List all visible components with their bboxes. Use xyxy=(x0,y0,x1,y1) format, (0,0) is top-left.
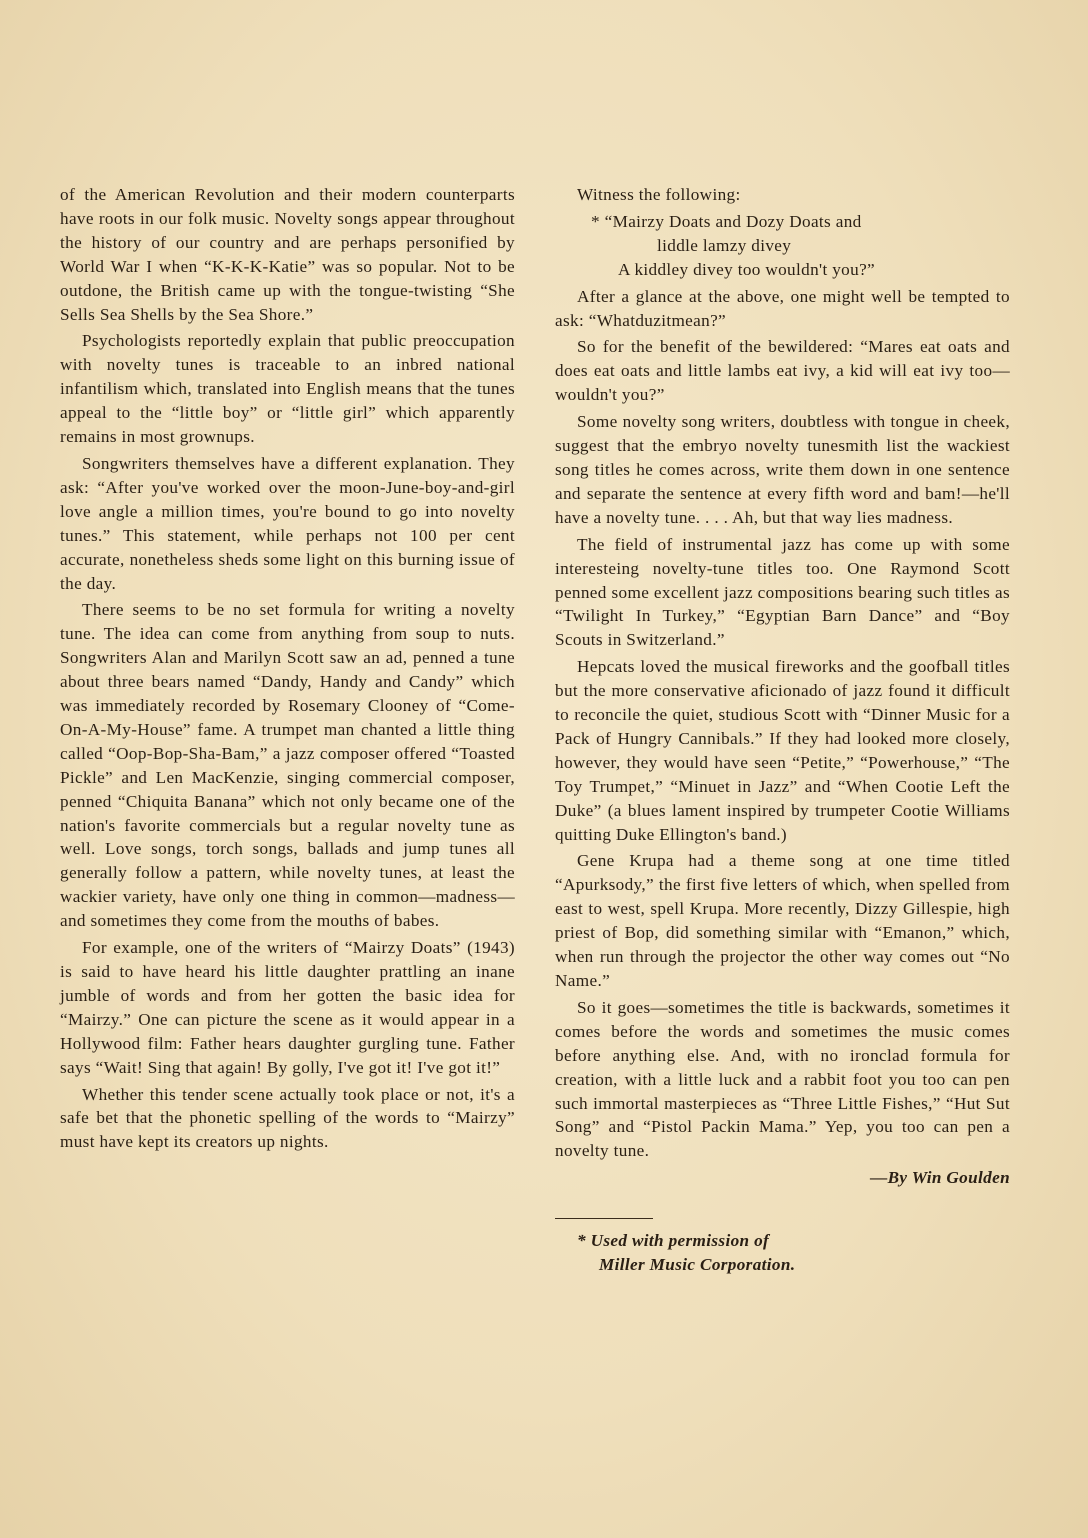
paragraph: After a glance at the above, one might well be tempted to ask: “Whatduzitmean?” xyxy=(555,286,1010,330)
verse-line: A kiddley divey too wouldn't you?” xyxy=(618,259,876,279)
paragraph: of the American Revolution and their modern counterparts have roots in our folk music. Novelty songs appear throughout the history of our country and are perhaps personified by World War I when “K-K-K-Katie” was so popular. Not to be outdone, the British came up with the tongue-twisting “She Sells Sea Shells by the Sea Shore.” xyxy=(60,185,515,324)
author-byline: —By Win Goulden xyxy=(870,1168,1010,1188)
verse-intro: Witness the following: xyxy=(577,185,741,204)
paragraph: Songwriters themselves have a different explanation. They ask: “After you've worked over the moon-June-boy-and-girl love angle a million times, you're bound to go into novelty tunes.” This statement, while perhaps not 100 per cent accurate, nonetheless sheds some light on this burning issue of the day. xyxy=(60,453,515,593)
paragraph: For example, one of the writers of “Mairzy Doats” (1943) is said to have heard his little daughter prattling an inane jumble of words and from her gotten the basic idea for “Mairzy.” One can picture the scene as it would appear in a Hollywood film: Father hears daughter gurgling tune. Father says “Wait! Sing that again! By golly, I've got it! I've got it!” xyxy=(60,938,515,1077)
paragraph: Hepcats loved the musical fireworks and the goofball titles but the more conservative aficionado of jazz found it difficult to reconcile the quiet, studious Scott with “Dinner Music for a Pack of Hungry Cannibals.” If they had looked more closely, however, they would have seen “Petite,” “Powerhouse,” “The Toy Trumpet,” “Minuet in Jazz” and “When Cootie Left the Duke” (a blues lament inspired by trumpeter Cootie Williams quitting Duke Ellington's band.) xyxy=(555,657,1010,844)
verse-line: liddle lamzy divey xyxy=(657,235,792,255)
footnote-line: * Used with permission of xyxy=(577,1231,770,1251)
left-column xyxy=(60,183,515,1157)
paragraph: Some novelty song writers, doubtless with tongue in cheek, suggest that the embryo novelty tunesmith list the wackiest song titles he comes across, write them down in one sentence and separate the sentence at every fifth word and bam!—he'll have a novelty tune. . . . Ah, but that way lies madness. xyxy=(555,412,1010,527)
paragraph: Gene Krupa had a theme song at one time titled “Apurksody,” the first five letters of which, when spelled from east to west, spell Krupa. More recently, Dizzy Gillespie, high priest of Bop, did something similar with “Emanon,” which, when run through the projector the other way comes out “No Name.” xyxy=(555,851,1010,990)
verse-line: * “Mairzy Doats and Dozy Doats and xyxy=(591,211,862,231)
paragraph: The field of instrumental jazz has come up with some interesteing novelty-tune titles too. One Raymond Scott penned some excellent jazz compositions bearing such titles as “Twilight In Turkey,” “Egyptian Barn Dance” and “Boy Scouts in Switzerland.” xyxy=(555,534,1010,650)
right-column xyxy=(555,183,1010,1280)
paragraph: Whether this tender scene actually took place or not, it's a safe bet that the phonetic spelling of the words to “Mairzy” must have kept its creators up nights. xyxy=(60,1084,515,1152)
footnote-line: Miller Music Corporation. xyxy=(599,1255,796,1275)
paragraph: So for the benefit of the bewildered: “Mares eat oats and does eat oats and little lambs eat ivy, a kid will eat ivy too—wouldn't you?” xyxy=(555,337,1010,405)
footnote xyxy=(555,1229,1010,1277)
paragraph: So it goes—sometimes the title is backwards, sometimes it comes before the words and sometimes the music comes before anything else. And, with no ironclad formula for creation, with a little luck and a rabbit foot you too can pen such immortal masterpieces as “Three Little Fishes,” “Hut Sut Song” and “Pistol Packin Mama.” Yep, you too can pen a novelty tune. xyxy=(555,997,1010,1161)
paragraph: There seems to be no set formula for writing a novelty tune. The idea can come from anything from soup to nuts. Songwriters Alan and Marilyn Scott saw an ad, penned a tune about three bears named “Dandy, Handy and Candy” which was immediately recorded by Rosemary Clooney of “Come-On-A-My-House” fame. A trumpet man chanted a little thing called “Oop-Bop-Sha-Bam,” a jazz composer offered “Toasted Pickle” and Len MacKenzie, singing commercial composer, penned “Chiquita Banana” which not only became one of the nation's favorite commercials but a regular novelty tune as well. Love songs, torch songs, ballads and jump tunes all generally follow a pattern, while novelty tunes, at least the wackier variety, have only one thing in common—madness—and sometimes they come from the mouths of babes. xyxy=(60,600,515,931)
song-lyrics-quote xyxy=(555,210,1010,282)
paragraph: Psychologists reportedly explain that public preoccupation with novelty tunes is traceable to an inbred national infantilism which, translated into English means that the tunes appeal to the “little boy” or “little girl” which apparently remains in most grownups. xyxy=(60,331,515,447)
footnote-divider xyxy=(555,1218,653,1219)
